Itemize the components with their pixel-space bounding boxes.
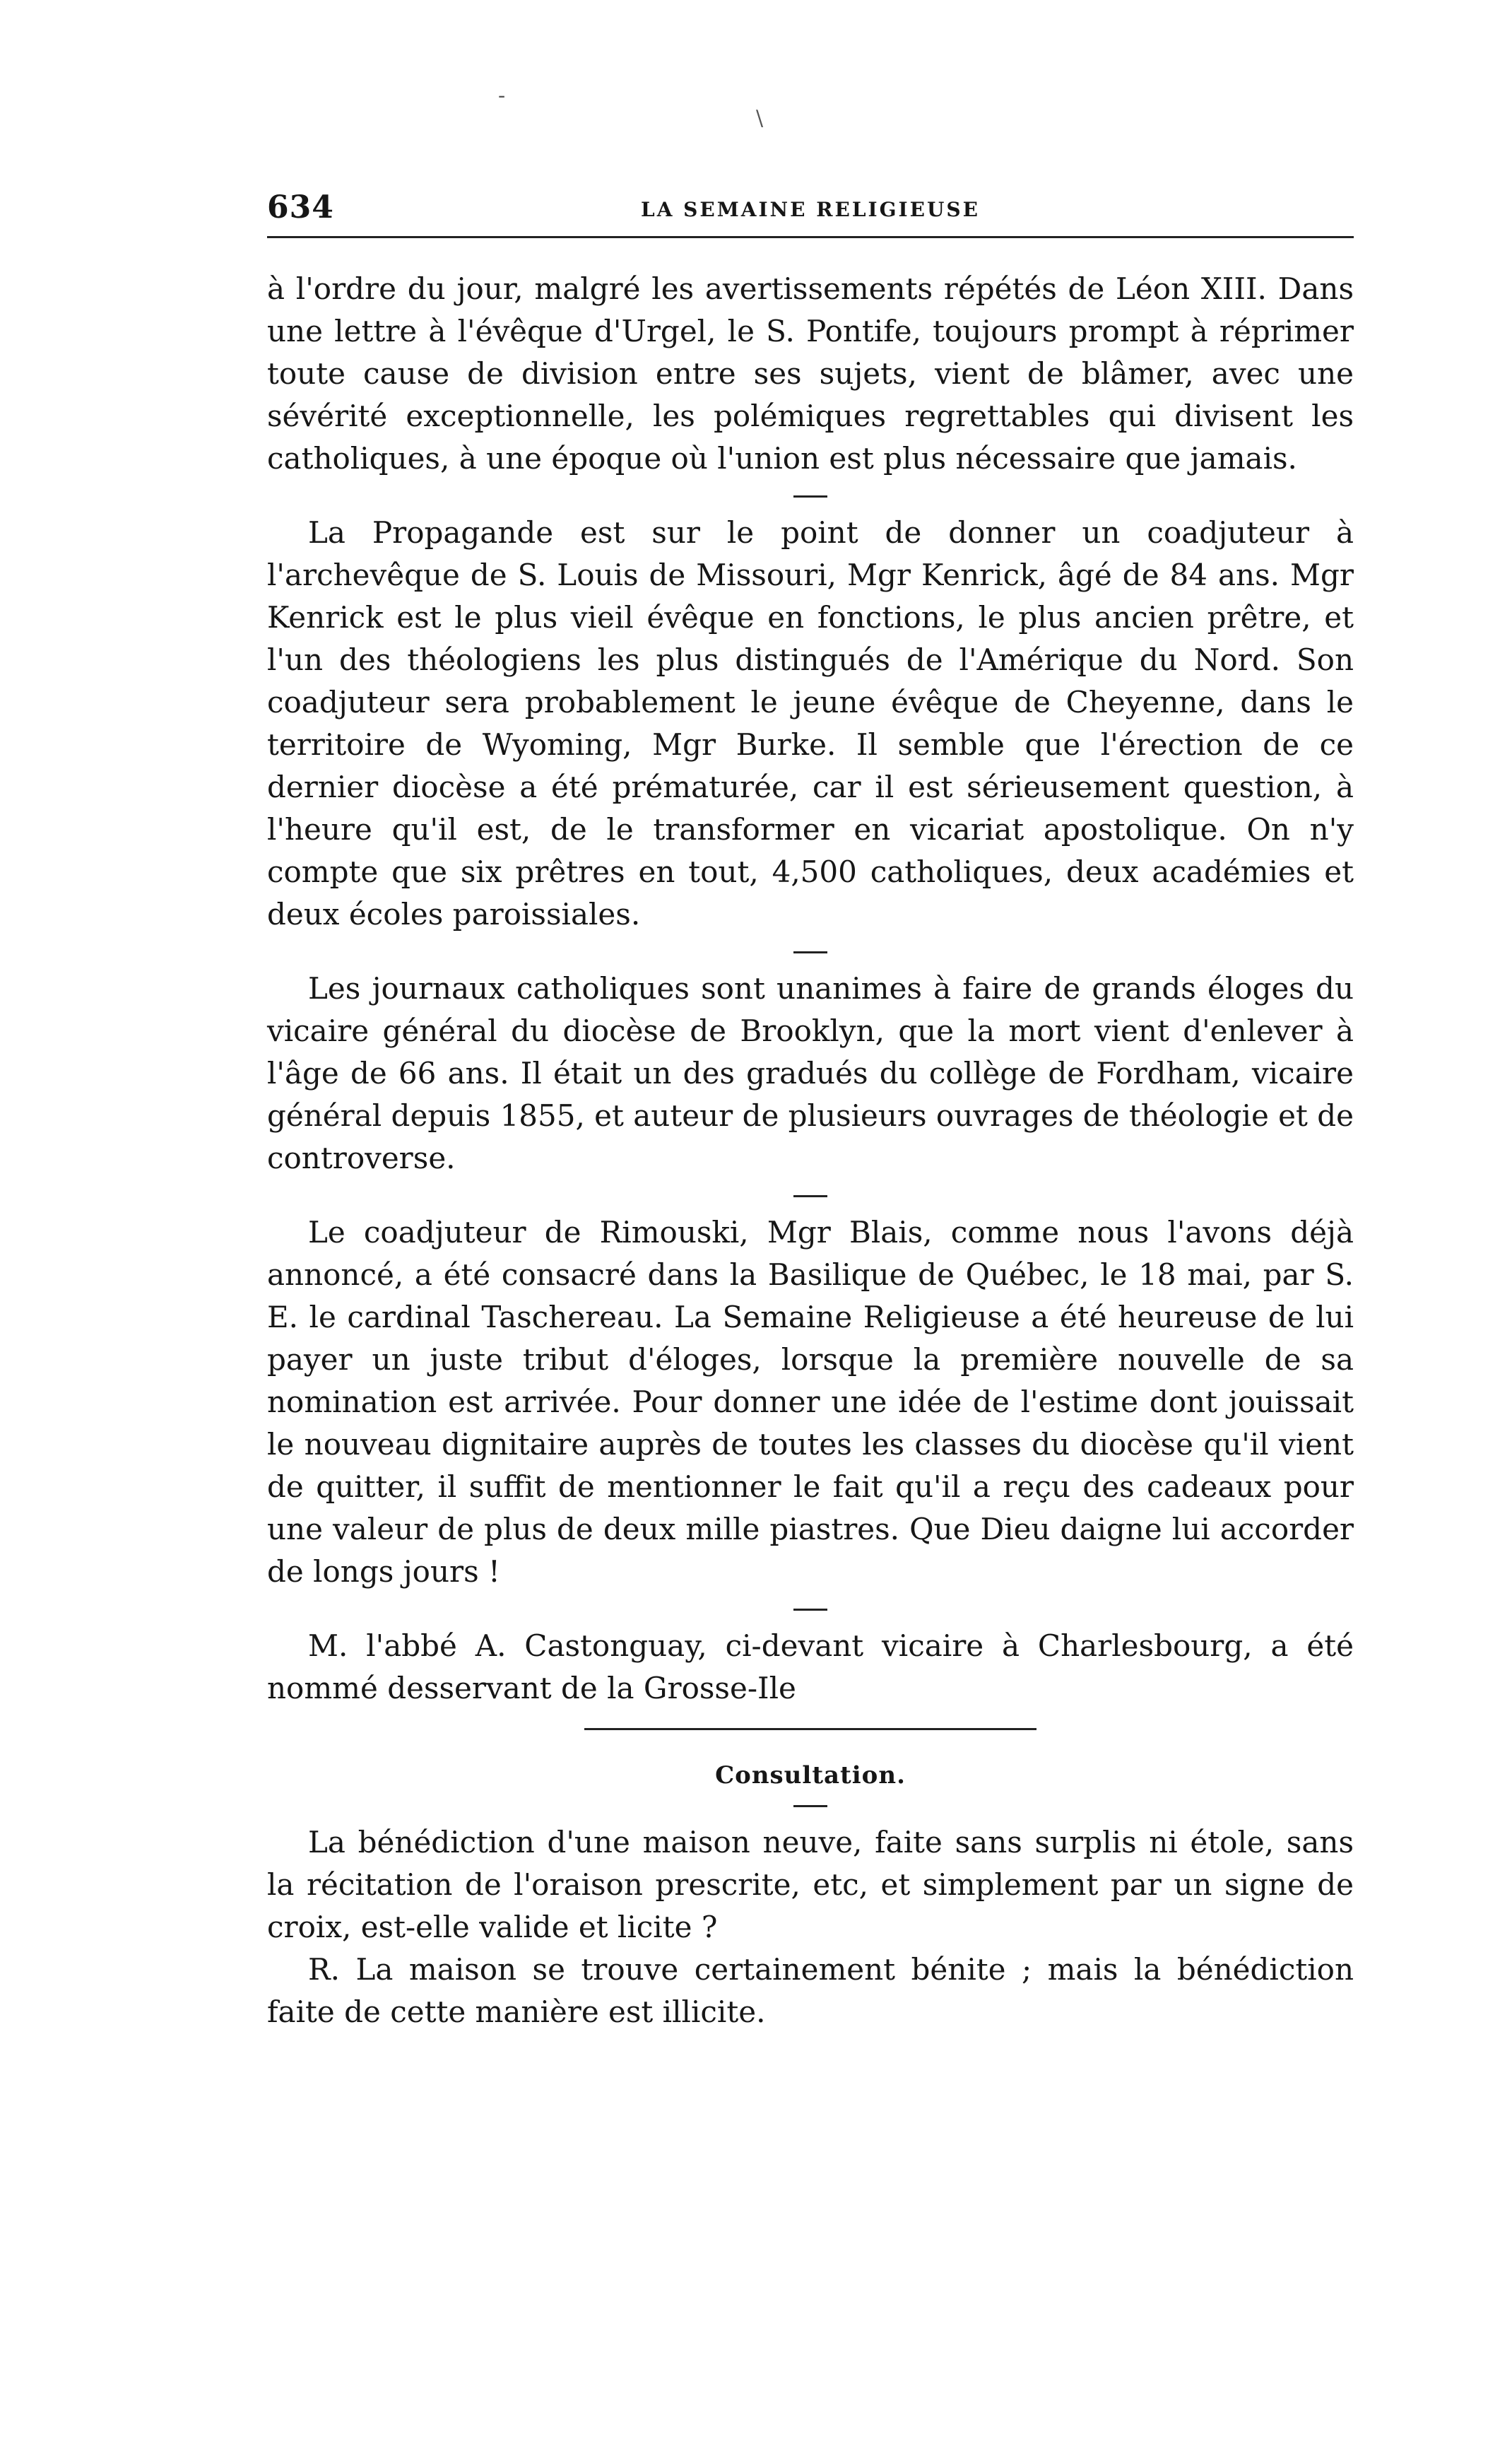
page-content bbox=[267, 189, 1354, 2033]
section-title: Consultation. bbox=[715, 1761, 906, 1790]
paragraph: Les journaux catholiques sont unanimes à faire de grands éloges du vicaire général du diocèse de Brooklyn, que la mort vient d'enlever à l'âge de 66 ans. Il était un des gradués du collège de Fordham, vicaire général depuis 1855, et auteur de plusieurs ouvrages de théologie et de controverse. bbox=[267, 971, 1354, 1175]
separator-dash bbox=[793, 951, 827, 953]
running-title: LA SEMAINE RELIGIEUSE bbox=[641, 198, 980, 221]
consultation-question: La bénédiction d'une maison neuve, faite sans surplis ni étole, sans la récitation de l'oraison prescrite, etc, et simplement par un signe de croix, est-elle valide et licite ? bbox=[267, 1825, 1354, 1944]
running-head bbox=[267, 189, 1354, 230]
separator-dash bbox=[793, 1805, 827, 1807]
header-rule bbox=[267, 236, 1354, 238]
paragraph: La Propagande est sur le point de donner un coadjuteur à l'archevêque de S. Louis de Missouri, Mgr Kenrick, âgé de 84 ans. Mgr Kenrick est le plus vieil évêque en fonctions, le plus ancien prêtre, et l'un des théologiens les plus distingués de l'Amérique du Nord. Son coadjuteur sera probablement le jeune évêque de Cheyenne, dans le territoire de Wyoming, Mgr Burke. Il semble que l'érection de ce dernier diocèse a été prématurée, car il est sérieusement question, à l'heure qu'il est, de le transformer en vicariat apostolique. On n'y compte que six prêtres en tout, 4,500 catholiques, deux académies et deux écoles paroissiales. bbox=[267, 515, 1354, 932]
separator-dash bbox=[793, 495, 827, 498]
section-rule bbox=[584, 1728, 1036, 1730]
separator-dash bbox=[793, 1195, 827, 1197]
paragraph: à l'ordre du jour, malgré les avertissements répétés de Léon XIII. Dans une lettre à l'évêque d'Urgel, le S. Pontife, toujours prompt à réprimer toute cause de division entre ses sujets, vient de blâmer, avec une sévérité exceptionnelle, les polémiques regrettables qui divisent les catholiques, à une époque où l'union est plus nécessaire que jamais. bbox=[267, 271, 1354, 476]
scan-speck: \ bbox=[756, 106, 764, 131]
scan-speck: - bbox=[498, 83, 506, 108]
paragraph: Le coadjuteur de Rimouski, Mgr Blais, comme nous l'avons déjà annoncé, a été consacré dans la Basilique de Québec, le 18 mai, par S. E. le cardinal Taschereau. La Semaine Religieuse a été heureuse de lui payer un juste tribut d'éloges, lorsque la première nouvelle de sa nomination est arrivée. Pour donner une idée de l'estime dont jouissait le nouveau dignitaire auprès de toutes les classes du diocèse qu'il vient de quitter, il suffit de mentionner le fait qu'il a reçu des cadeaux pour une valeur de plus de deux mille piastres. Que Dieu daigne lui accorder de longs jours ! bbox=[267, 1215, 1354, 1589]
paragraph: M. l'abbé A. Castonguay, ci-devant vicaire à Charlesbourg, a été nommé desservant de la Grosse-Ile bbox=[267, 1628, 1354, 1705]
page-number: 634 bbox=[267, 189, 334, 225]
separator-dash bbox=[793, 1609, 827, 1611]
consultation-answer: R. La maison se trouve certainement bénite ; mais la bénédiction faite de cette manière est illicite. bbox=[267, 1952, 1354, 2029]
